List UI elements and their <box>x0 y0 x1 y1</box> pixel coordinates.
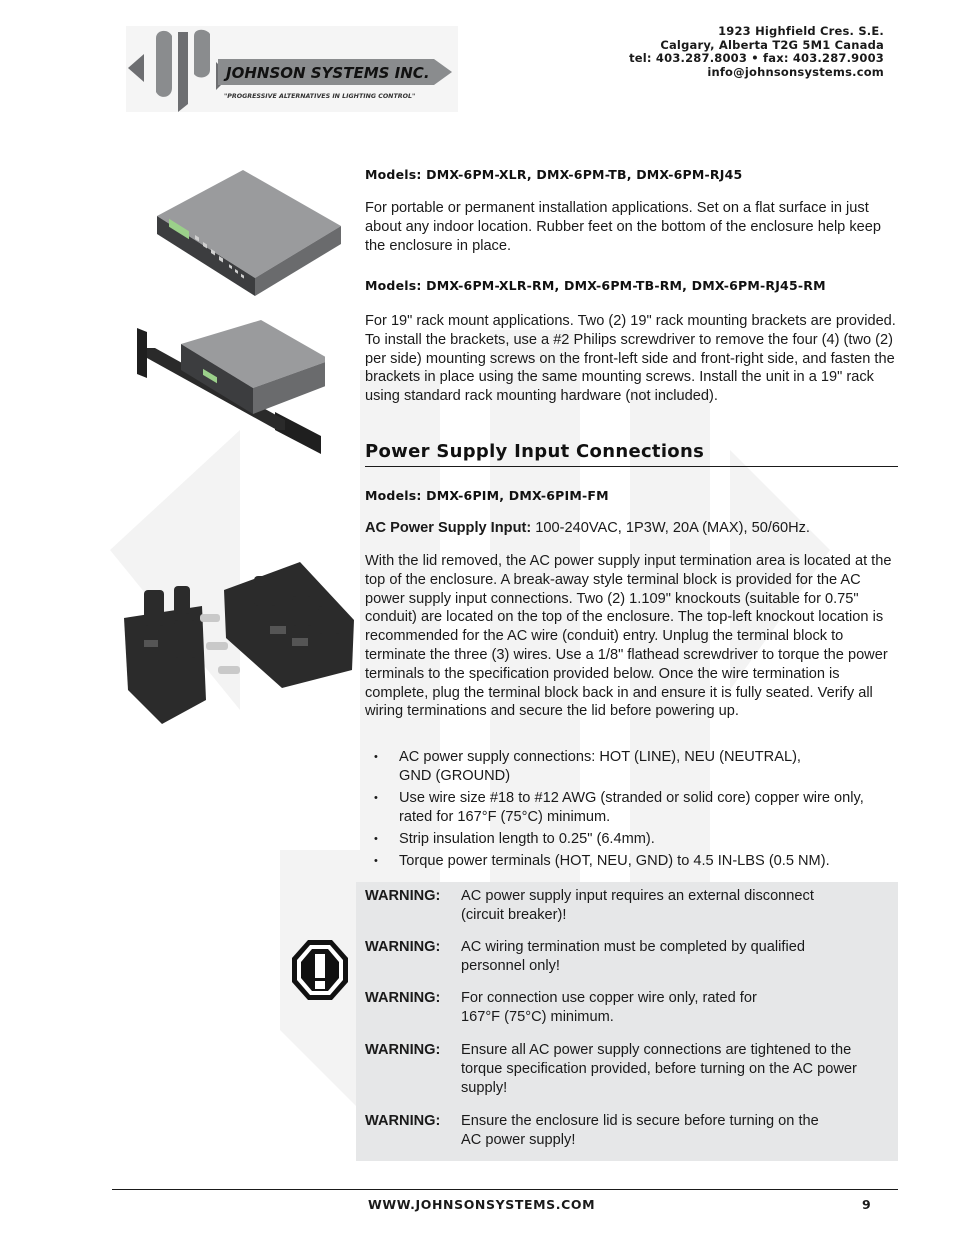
footer-website-link[interactable]: WWW.JOHNSONSYSTEMS.COM <box>368 1197 596 1212</box>
logo-tagline: "PROGRESSIVE ALTERNATIVES IN LIGHTING CONTROL" <box>224 93 416 100</box>
bullet-wire-size: • Use wire size #18 to #12 AWG (stranded or solid core) copper wire only, rated for 167°F (75°C) minimum. <box>365 789 899 827</box>
ac-input-spec <box>365 519 897 538</box>
models-power-heading: Models: DMX-6PIM, DMX-6PIM-FM <box>365 488 609 503</box>
models-rackmount-heading: Models: DMX-6PM-XLR-RM, DMX-6PM-TB-RM, DMX-6PM-RJ45-RM <box>365 278 826 293</box>
section-title: Power Supply Input Connections <box>365 441 705 462</box>
warning-label: WARNING: <box>365 888 441 904</box>
ac-input-value: 100-240VAC, 1P3W, 20A (MAX), 50/60Hz. <box>531 520 810 536</box>
section-title-rule <box>365 466 898 467</box>
page-number: 9 <box>862 1197 871 1212</box>
logo-company-name: JOHNSON SYSTEMS INC. <box>226 64 430 82</box>
address-line-1: 1923 Highfield Cres. S.E. <box>718 24 884 38</box>
company-logo <box>126 26 458 112</box>
models-portable-heading: Models: DMX-6PM-XLR, DMX-6PM-TB, DMX-6PM-RJ45 <box>365 167 743 182</box>
rackmount-description: For 19" rack mount applications. Two (2) 19" rack mounting brackets are provided. To install the brackets, use a #2 Philips screwdriver to remove the four (4) (two (2) per side) mounting screws on the front-left side and front-right side, and fasten the brackets in place using the same mounting screws. Install the unit in a 19" rack using standard rack mounting hardware (not included). <box>365 313 896 405</box>
terminal-block-image <box>122 560 354 728</box>
warning-icon <box>290 938 350 1002</box>
warning-label: WARNING: <box>365 1113 441 1129</box>
warning-text: AC power supply input requires an external disconnect (circuit breaker)! <box>461 888 814 923</box>
warning-label: WARNING: <box>365 1042 441 1058</box>
portable-description: For portable or permanent installation applications. Set on a flat surface in just about any indoor location. Rubber feet on the bottom of the enclosure help keep the enclosure in place. <box>365 200 881 254</box>
warning-text: AC wiring termination must be completed by qualified personnel only! <box>461 939 805 974</box>
warning-text: Ensure all AC power supply connections are tightened to the torque specification provided, before turning on the AC power supply! <box>461 1042 857 1096</box>
ac-input-label: AC Power Supply Input: <box>365 520 532 536</box>
email-address: info@johnsonsystems.com <box>707 64 884 79</box>
power-description: With the lid removed, the AC power supply input termination area is located at the top of the enclosure. A break-away style terminal block is provided for the AC power supply input connections. Two (2) 1.109" knockouts (suitable for 0.75" conduit) are located on the top of the enclosure. The top-left knockout location is recommended for the AC wire (conduit) entry. Unplug the terminal block to terminate the three (3) wires. Use a 1/8" flathead screwdriver to torque the power terminals to the specification provided below. Once the wire termination is complete, plug the terminal block back in and ensure it is fully seated. Verify all wiring terminations and secure the lid before powering up. <box>365 553 892 720</box>
enclosure-portable-image <box>155 168 343 298</box>
footer-rule <box>112 1189 898 1190</box>
address-line-2: Calgary, Alberta T2G 5M1 Canada <box>660 37 884 52</box>
power-bullet-list <box>365 748 899 875</box>
bullet-torque: • Torque power terminals (HOT, NEU, GND) to 4.5 IN-LBS (0.5 NM). <box>365 852 899 871</box>
bullet-connections: • AC power supply connections: HOT (LINE), NEU (NEUTRAL), GND (GROUND) <box>365 748 899 786</box>
phone-fax-line: tel: 403.287.8003 • fax: 403.287.9003 <box>629 51 884 65</box>
warning-label: WARNING: <box>365 939 441 955</box>
company-address <box>629 25 884 79</box>
warning-label: WARNING: <box>365 990 441 1006</box>
bullet-strip-length: • Strip insulation length to 0.25" (6.4mm). <box>365 830 899 849</box>
warning-text: Ensure the enclosure lid is secure before turning on the AC power supply! <box>461 1113 819 1148</box>
enclosure-rackmount-image <box>135 318 325 456</box>
warning-text: For connection use copper wire only, rated for 167°F (75°C) minimum. <box>461 990 757 1025</box>
warning-box <box>356 882 898 1161</box>
